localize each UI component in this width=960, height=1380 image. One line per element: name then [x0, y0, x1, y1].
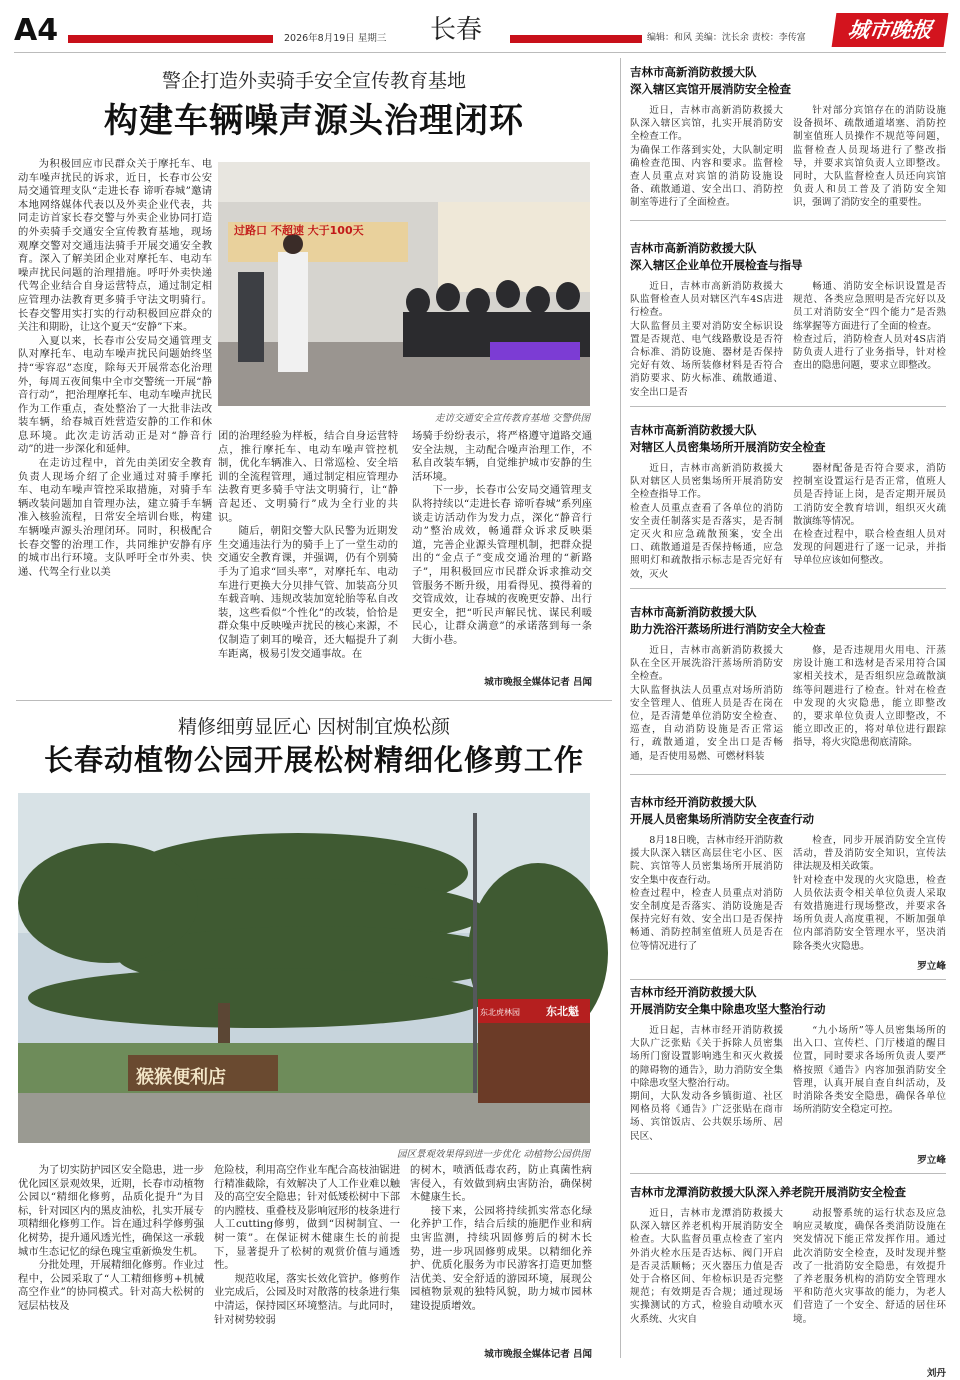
paragraph: 8月18日晚，吉林市经开消防救援大队深入辖区高层住宅小区、医院、宾馆等人员密集场所开展消防安全集中夜查行动。 检查过程中，检查人员重点对消防安全制度是否落实、消防设施是否保持完好有效、安全出口是否保持畅通、消防控制室值班人员是否在位等情况进行了	[630, 835, 783, 952]
brief-text-column	[630, 462, 783, 582]
paragraph: 近日，吉林市高新消防救援大队监督检查人员对辖区汽车4S店进行检查。 大队监督员主要对消防安全标识设置是否规范、电气线路敷设是否符合标准、消防设施、器材是否保持完好有效、场所装修材料是否符合消防要求、防火标准、疏散通道、安全出口是否	[630, 281, 783, 398]
article2-photo	[18, 793, 590, 1143]
page-number: A4	[14, 13, 59, 48]
header-red-bar	[68, 35, 273, 43]
paragraph: 近日起，吉林市经开消防救援大队广泛张贴《关于拆除人员密集场所门窗设置影响逃生和灭火救援的障碍物的通告》，助力消防安全集中除患攻坚大整治行动。 期间，大队发动各乡镇街道、社区网格员将《通告》广泛张贴在商市场、宾馆饭店、公共娱乐场所、居民区、	[630, 1025, 783, 1142]
brief-signature: 刘丹	[926, 1368, 946, 1379]
brief-headline: 吉林市龙潭消防救援大队深入养老院开展消防安全检查	[630, 1185, 906, 1199]
editors-line: 编辑：和风 美编：沈长余 责校：李传富	[647, 33, 806, 43]
brief-text-column	[630, 280, 783, 400]
brief-article	[630, 422, 946, 589]
banner-text: 过路口 不超速 大于100天	[234, 224, 364, 237]
paragraph: 修，是否违规用火用电、汗蒸房设计施工和选材是否采用符合国家相关技术，是否组织应急疏散演练等问题进行了检查。针对在检查中发现的火灾隐患，能立即整改的，要求单位负责人立即整改，不能立即改正的，将对单位进行跟踪指导，将火灾隐患彻底清除。	[793, 645, 946, 749]
header-red-bar-2	[510, 35, 642, 43]
article1-byline: 城市晚报全媒体记者 吕闻	[484, 677, 592, 688]
paragraph: 近日，吉林市高新消防救援大队对辖区人员密集场所开展消防安全检查指导工作。 检查人员重点查看了各单位的消防安全责任制落实是否落实，是否制定灭火和应急疏散预案，安全出口、疏散通道是否保持畅通，应急照明灯和疏散指示标志是否完好有效，灭火	[630, 463, 783, 580]
article2-byline: 城市晚报全媒体记者 吕闻	[484, 1349, 592, 1360]
paragraph: 下一步，长春市公安局交通管理支队将持续以“走进长春 谛听春城”系列座谈走访活动作为发力点，深化“静音行动”整治成效，畅通群众诉求反映渠道，完善企业源头管理机制，把群众提出的“金点子”变成交通治理的“新路子”，用积极回应市民群众诉求推动交管服务不断升级，用看得见、摸得着的交管成效，让春城的夜晚更安静、出行更安全，把“听民声解民忧、谋民利暖民心，让群众满意”的承诺落到每一条大街小巷。	[412, 484, 592, 646]
brief-signature: 罗立峰	[917, 961, 946, 972]
brief-headline: 开展消防安全集中除患攻坚大整治行动	[630, 1002, 826, 1016]
brief-article	[630, 64, 946, 221]
brief-text-column	[630, 104, 783, 214]
brief-headline: 深入辖区宾馆开展消防安全检查	[630, 82, 791, 96]
brief-article	[630, 1184, 946, 1380]
article1-photo-caption: 走访交通安全宣传教育基地 交警供图	[434, 413, 590, 424]
brief-article	[630, 240, 946, 407]
paragraph: 规范收尾，落实长效化管护。修剪作业完成后，公园及时对散落的枝条进行集中清运，保持园区环境整洁。与此同时，针对树势较弱	[214, 1272, 400, 1326]
article2-title: 长春动植物公园开展松树精细化修剪工作	[43, 743, 584, 777]
sign-text: 东北虎林园	[480, 1008, 520, 1017]
issue-date: 2026年8月19日 星期三	[284, 33, 387, 44]
header-rule	[14, 52, 946, 53]
paragraph: 团的治理经验为样板，结合自身运营特点，推行摩托车、电动车噪声管控机制，优化车辆准入、日常巡检、安全培训的全流程管理，通过制定相应管理办法教育更多骑手守法文明骑行，让“静音起还、文明骑行”成为全行业的共识。	[218, 430, 398, 524]
article2-subtitle: 精修细剪显匠心 因树制宜焕松颜	[177, 716, 451, 738]
paragraph: 近日，吉林市高新消防救援大队在全区开展洗浴汗蒸场所消防安全检查。 大队监督执法人员重点对场所消防安全管理人、值班人员是否在岗在位，是否清楚单位消防安全检查、巡查，自动消防设施是否正常运行，疏散通道，安全出口是否畅通，是否使用易燃、可燃材料装	[630, 645, 783, 762]
brief-signature: 罗立峰	[917, 1155, 946, 1166]
brief-text-column	[793, 1024, 946, 1154]
brief-text-column	[793, 644, 946, 768]
article2-col1	[18, 1164, 204, 1360]
brief-text-column	[630, 644, 783, 768]
article2-col3	[410, 1164, 592, 1342]
brief-text-column	[793, 104, 946, 214]
brief-article	[630, 984, 946, 1174]
paragraph: 检查，同步开展消防安全宣传活动，普及消防安全知识，宣传法律法规及相关政策。 针对检查中发现的火灾隐患，检查人员依法责令相关单位负责人采取有效措施进行现场整改，并要求各场所负责人高度重视，不断加强单位内部消防安全管理水平，坚决消除各类火灾隐患。	[793, 835, 946, 952]
brief-headline: 开展人员密集场所消防安全夜查行动	[630, 812, 814, 826]
brief-headline: 吉林市经开消防救援大队	[630, 795, 757, 809]
brief-headline: 吉林市高新消防救援大队	[630, 605, 757, 619]
paragraph: 随后，朝阳交警大队民警为近期发生交通违法行为的骑手上了一堂生动的交通安全教育课，并强调，仍有个别骑手为了追求“回头率”，对摩托车、电动车进行更换大分贝排气管、加装高分贝车载音响、违规改装加宽轮胎等私自改装，这些看似“个性化”的改装，恰恰是群众集中反映噪声扰民的核心来源，不仅制造了刺耳的噪音，还大幅提升了刹车距离，极易引发交通事故。在	[218, 525, 398, 660]
paragraph: 分批处理，开展精细化修剪。作业过程中，公园采取了“人工精细修剪+机械高空作业”的协同模式。针对高大松树的冠层枯枝及	[18, 1259, 204, 1312]
brief-headline: 对辖区人员密集场所开展消防安全检查	[630, 440, 826, 454]
brief-headline: 吉林市高新消防救援大队	[630, 65, 757, 79]
brief-divider	[630, 774, 946, 775]
paragraph: 畅通、消防安全标识设置是否规范、各类应急照明是否完好以及员工对消防安全“四个能力”是否熟练掌握等方面进行了全面的检查。 检查过后，消防检查人员对4S店消防负责人进行了业务指导，针对检查出的隐患问题，要求立即整改。	[793, 281, 946, 372]
paragraph: 接下来，公园将持续抓实常态化绿化养护工作，结合后续的施肥作业和病虫害监测，持续巩固修剪后的树木长势，进一步巩固修剪成果。以精细化养护、优质化服务为市民游客打造更加整洁优美、安全舒适的游园环境，展现公园植物景观的独特风貌，助力城市园林建设提质增效。	[410, 1204, 592, 1312]
article1-title: 构建车辆噪声源头治理闭环	[104, 101, 524, 141]
paragraph: 危险枝，利用高空作业车配合高枝油锯进行精准截除，有效解决了人工作业难以触及的高空安全隐患；针对低矮松树中下部的内膛枝、重叠枝及影响冠形的枝条进行人工cutting修剪，做到“因树制宜、一树一策”。在保证树木健康生长的前提下，显著提升了松树的观赏价值与通透性。	[214, 1164, 400, 1272]
article1-subtitle: 警企打造外卖骑手安全宣传教育基地	[161, 70, 466, 92]
paragraph: “九小场所”等人员密集场所的出入口、宣传栏、门厅楼道的醒目位置，同时要求各场所负责人要严格按照《通告》内容加强消防安全管理，认真开展自查自纠活动，及时消除各类安全隐患，确保各单位场所消防安全稳定可控。	[793, 1025, 946, 1116]
brief-divider	[630, 220, 946, 221]
brief-text-column	[793, 280, 946, 400]
brief-text-column	[630, 834, 783, 960]
paragraph: 场骑手纷纷表示，将严格遵守道路交通安全法规，主动配合噪声治理工作，不私自改装车辆，自觉维护城市安静的生活环境。	[412, 430, 592, 483]
brief-text-column	[793, 1207, 946, 1367]
article1-col2	[218, 430, 398, 690]
sign-text: 猴猴便利店	[136, 1067, 226, 1088]
brief-headline: 吉林市经开消防救援大队	[630, 985, 757, 999]
brief-divider	[630, 1173, 946, 1174]
article1-photo	[218, 162, 590, 406]
paragraph: 为积极回应市民群众关于摩托车、电动车噪声扰民的诉求，近日，长春市公安局交通管理支队“走进长春 谛听春城”邀请本地网络媒体代表以及外卖企业代表，共同走访首家长春交警与外卖企业协同打造的外卖骑手交通安全宣传教育基地，现场观摩交警对交通违法骑手开展交通安全教育。深入了解美团企业对摩托车、电动车噪声扰民问题的治理措施。呼吁外卖快递代驾企业结合自身运营特点，通过制定相应管理办法教育更多骑手守法文明骑行。长春交警用实打实的行动积极回应群众的关注和期盼，让这个夏天“安静”下来。	[18, 158, 212, 334]
brief-text-column	[630, 1024, 783, 1154]
paragraph: 针对部分宾馆存在的消防设施设备损坏、疏散通道堵塞、消防控制室值班人员操作不规范等问题，监督检查人员现场进行了整改指导，并要求宾馆负责人立即整改。同时，大队监督检查人员还向宾馆负责人和员工普及了消防安全知识，强调了消防安全的重要性。	[793, 105, 946, 209]
brief-divider	[630, 588, 946, 589]
paragraph: 动报警系统的运行状态及应急响应灵敏度，确保各类消防设施在突发情况下能正常发挥作用。通过此次消防安全检查，及时发现并整改了一批消防安全隐患，有效提升了养老服务机构的消防安全管理水平和防范火灾事故的能力，为老人们营造了一个安全、舒适的居住环境。	[793, 1208, 946, 1325]
article1-col1	[18, 158, 212, 688]
brief-headline: 助力洗浴汗蒸场所进行消防安全大检查	[630, 622, 826, 636]
paragraph: 近日，吉林市龙潭消防救援大队深入辖区养老机构开展消防安全检查。大队监督员重点检查了室内外消火栓水压是否达标、阀门开启是否灵活顺畅；灭火器压力值是否处于合格区间、年检标识是否完整规范；有效期是否合规；通过现场实操测试的方式，检验自动喷水灭火系统、火灾自	[630, 1208, 783, 1325]
brief-divider	[630, 979, 946, 980]
section-name: 长春	[430, 15, 483, 45]
column-divider	[620, 58, 621, 1358]
newspaper-logo: 城市晚报	[832, 13, 949, 47]
right-news-column	[630, 64, 946, 1379]
brief-divider	[630, 406, 946, 407]
article-divider	[16, 700, 612, 701]
paragraph: 为了切实防护园区安全隐患，进一步优化园区景观效果，近期，长春市动植物公园以“精细化修剪，品质化提升”为目标，针对园区内的黑皮油松，扎实开展专项精细化修剪工作。旨在通过科学修剪强化树势，提升通风透光性，确保这一承载城市生态记忆的绿色瑰宝重新焕发生机。	[18, 1164, 204, 1258]
paragraph: 器材配备是否符合要求，消防控制室设置运行是否正常，值班人员是否持证上岗，是否定期开展员工消防安全教育培训，组织灭火疏散演练等情况。 在检查过程中，联合检查组人员对发现的问题进行了逐一记录，并指导单位应该如何整改。	[793, 463, 946, 567]
paragraph: 的树木，喷洒低毒农药，防止真菌性病害侵入，有效做到病虫害防治，确保树木健康生长。	[410, 1164, 592, 1204]
brief-text-column	[630, 1207, 783, 1367]
brief-headline: 吉林市高新消防救援大队	[630, 241, 757, 255]
sign-text: 东北魁	[546, 1005, 579, 1018]
paragraph: 入夏以来，长春市公安局交通管理支队对摩托车、电动车噪声扰民问题始终坚持“零容忍”态度，除每天开展常态化治理外，每周五夜间集中全市交警统一开展“静音行动”，把治理摩托车、电动车噪声扰民作为工作重点，查处整治了一大批非法改装车辆，给春城百姓营造安静的工作和休息环境。此次走访活动正是对“静音行动”的进一步深化和延伸。	[18, 334, 212, 456]
brief-text-column	[793, 834, 946, 960]
article2-photo-caption: 园区景观效果得到进一步优化 动植物公园供图	[396, 1149, 590, 1160]
brief-headline: 深入辖区企业单位开展检查与指导	[630, 258, 803, 272]
brief-article	[630, 794, 946, 980]
paragraph: 在走访过程中，首先由美团安全教育负责人现场介绍了企业通过对骑手摩托车、电动车噪声管控采取措施，对骑手车辆改装问题加自管理办法，建立骑手车辆准入核验流程，日常安全培训台账，构建车辆噪声源头治理闭环。同时，积极配合长春交警的治理工作，共同维护安静有序的城市出行环境。支队呼吁全市外卖、快递、代驾全行业以美	[18, 457, 212, 578]
brief-text-column	[793, 462, 946, 582]
article2-col2	[214, 1164, 400, 1360]
brief-article	[630, 604, 946, 775]
article1-col3	[412, 430, 592, 670]
paragraph: 近日，吉林市高新消防救援大队深入辖区宾馆，扎实开展消防安全检查工作。 为确保工作落到实处，大队制定明确检查范围、内容和要求。监督检查人员重点对宾馆的消防设施设备、疏散通道、安全出口、消防控制室等进行了全面检查。	[630, 105, 783, 209]
brief-headline: 吉林市高新消防救援大队	[630, 423, 757, 437]
